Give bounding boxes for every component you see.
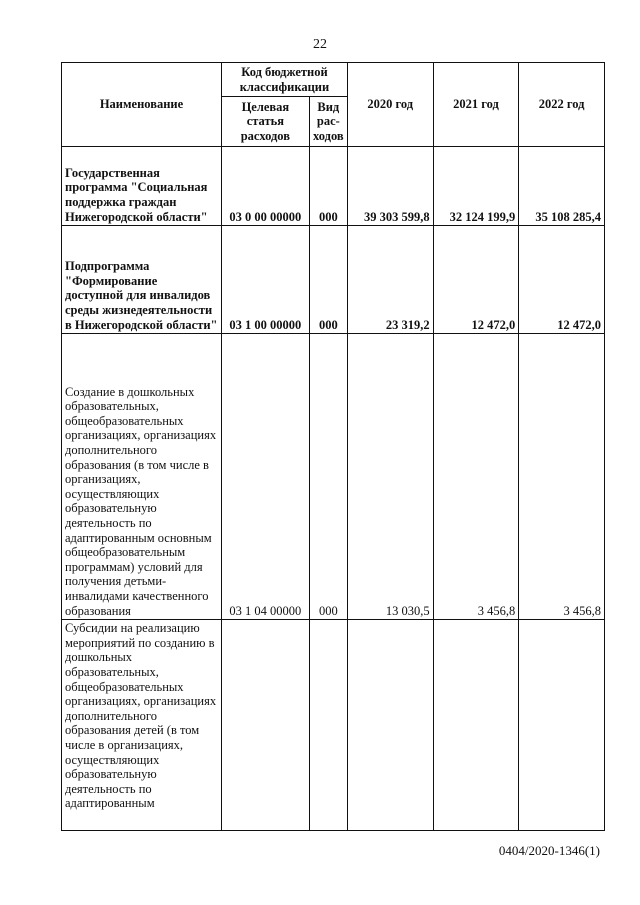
row-2022	[519, 620, 605, 831]
row-2022: 12 472,0	[519, 226, 605, 334]
header-2021: 2021 год	[433, 63, 519, 147]
row-name: Государственная программа "Социальная поддержка граждан Нижегородской области"	[62, 147, 222, 226]
row-target: 03 1 04 00000	[222, 334, 310, 620]
row-2020: 39 303 599,8	[347, 147, 433, 226]
row-target	[222, 620, 310, 831]
row-2020: 13 030,5	[347, 334, 433, 620]
document-code: 0404/2020-1346(1)	[498, 843, 600, 858]
header-name: Наименование	[62, 63, 222, 147]
table-row	[62, 226, 605, 334]
row-expense-type: 000	[309, 226, 347, 334]
row-2021: 32 124 199,9	[433, 147, 519, 226]
table-row	[62, 620, 605, 831]
row-expense-type	[309, 620, 347, 831]
row-name: Субсидии на реализацию мероприятий по созданию в дошкольных образовательных, общеобразовательных организациях, организациях дополнительного образования детей (в том числе в организациях, осуществляющих образовательную деятельность по адаптированным	[62, 620, 222, 831]
header-2022: 2022 год	[519, 63, 605, 147]
header-code-group: Код бюджетной классификации	[222, 63, 348, 97]
row-2021: 3 456,8	[433, 334, 519, 620]
row-target: 03 1 00 00000	[222, 226, 310, 334]
header-row-1	[62, 63, 605, 97]
row-2022: 3 456,8	[519, 334, 605, 620]
header-2020: 2020 год	[347, 63, 433, 147]
budget-table	[61, 62, 605, 831]
row-name: Подпрограмма "Формирование доступной для инвалидов среды жизнедеятельности в Нижегородской области"	[62, 226, 222, 334]
row-2020	[347, 620, 433, 831]
header-expense-type: Вид рас- ходов	[309, 97, 347, 147]
row-expense-type: 000	[309, 147, 347, 226]
table-row	[62, 334, 605, 620]
row-2020: 23 319,2	[347, 226, 433, 334]
row-name: Создание в дошкольных образовательных, общеобразовательных организациях, организациях дополнительного образования (в том числе в организациях, осуществляющих образовательную деятельность по адаптированным основным общеобразовательным программам) условий для получения детьми-инвалидами качественного образования	[62, 334, 222, 620]
row-target: 03 0 00 00000	[222, 147, 310, 226]
row-2021: 12 472,0	[433, 226, 519, 334]
row-2021	[433, 620, 519, 831]
page-number: 22	[313, 37, 327, 52]
table-row	[62, 147, 605, 226]
row-expense-type: 000	[309, 334, 347, 620]
header-target-article: Целевая статья расходов	[222, 97, 310, 147]
row-2022: 35 108 285,4	[519, 147, 605, 226]
